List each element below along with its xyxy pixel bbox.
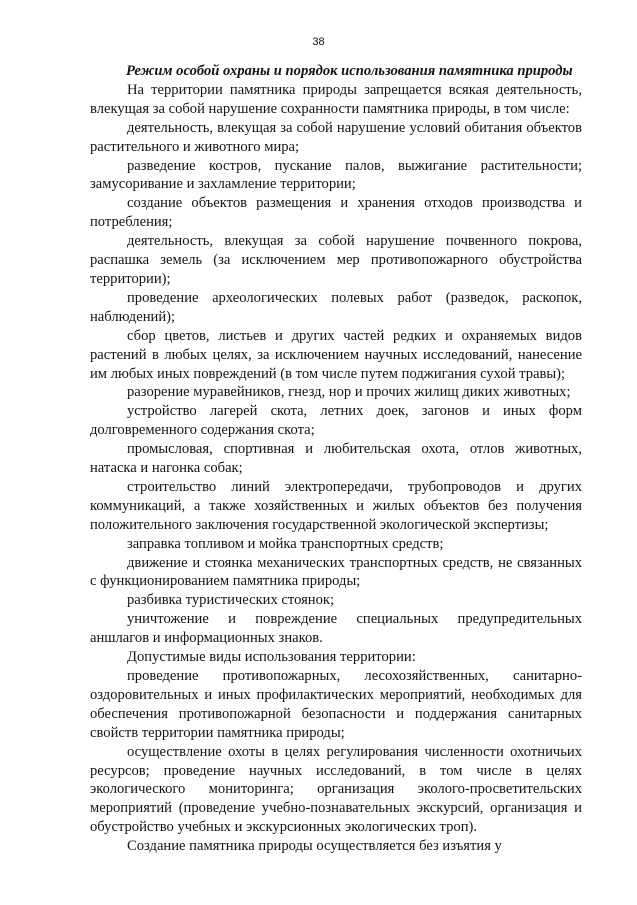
page-number: 38 [312, 36, 325, 48]
paragraph: деятельность, влекущая за собой нарушение условий обитания объектов растительного и животного мира; [90, 119, 582, 155]
paragraph: Допустимые виды использования территории: [127, 649, 416, 666]
document-body [90, 62, 582, 856]
paragraph: промысловая, спортивная и любительская охота, отлов животных, натаска и нагонка собак; [90, 441, 582, 477]
paragraph: устройство лагерей скота, летних доек, загонов и иных форм долговременного содержания скота; [90, 403, 582, 439]
paragraph: осуществление охоты в целях регулирования численности охотничьих ресурсов; проведение научных исследований, в том числе в целях экологического мониторинга; организация эколого-просветительских мероприятий (проведение учебно-познавательных экскурсий, организация и обустройство учебных и экскурсионных экологических троп). [90, 743, 582, 836]
paragraph: проведение противопожарных, лесохозяйственных, санитарно-оздоровительных и иных профилактических мероприятий, необходимых для обеспечения противопожарной безопасности и поддержания санитарных свойств территории памятника природы; [90, 668, 582, 741]
paragraph: разведение костров, пускание палов, выжигание растительности; замусоривание и захламление территории; [90, 157, 582, 193]
paragraph: разбивка туристических стоянок; [127, 592, 335, 609]
paragraph: создание объектов размещения и хранения отходов производства и потребления; [90, 195, 582, 231]
paragraph: деятельность, влекущая за собой нарушение почвенного покрова, распашка земель (за исключением мер противопожарного обустройства территории); [90, 233, 582, 287]
paragraph: Создание памятника природы осуществляется без изъятия у [127, 838, 502, 855]
paragraph: сбор цветов, листьев и других частей редких и охраняемых видов растений в любых целях, за исключением научных исследований, нанесение им любых иных повреждений (в том числе путем поджигания сухой травы); [90, 327, 582, 382]
paragraph: разорение муравейников, гнезд, нор и прочих жилищ диких животных; [127, 384, 571, 401]
section-title: Режим особой охраны и порядок использования памятника природы [126, 63, 573, 79]
paragraph: движение и стоянка механических транспортных средств, не связанных с функционированием памятника природы; [90, 554, 582, 590]
paragraph: заправка топливом и мойка транспортных средств; [127, 535, 444, 552]
paragraph: уничтожение и повреждение специальных предупредительных аншлагов и информационных знаков. [90, 611, 582, 647]
paragraph: строительство линий электропередачи, трубопроводов и других коммуникаций, а также хозяйственных и жилых объектов без получения положительного заключения государственной экологической экспертизы; [90, 478, 582, 533]
paragraph: На территории памятника природы запрещается всякая деятельность, влекущая за собой нарушение сохранности памятника природы, в том числе: [90, 81, 582, 117]
paragraph: проведение археологических полевых работ (разведок, раскопок, наблюдений); [90, 289, 582, 325]
